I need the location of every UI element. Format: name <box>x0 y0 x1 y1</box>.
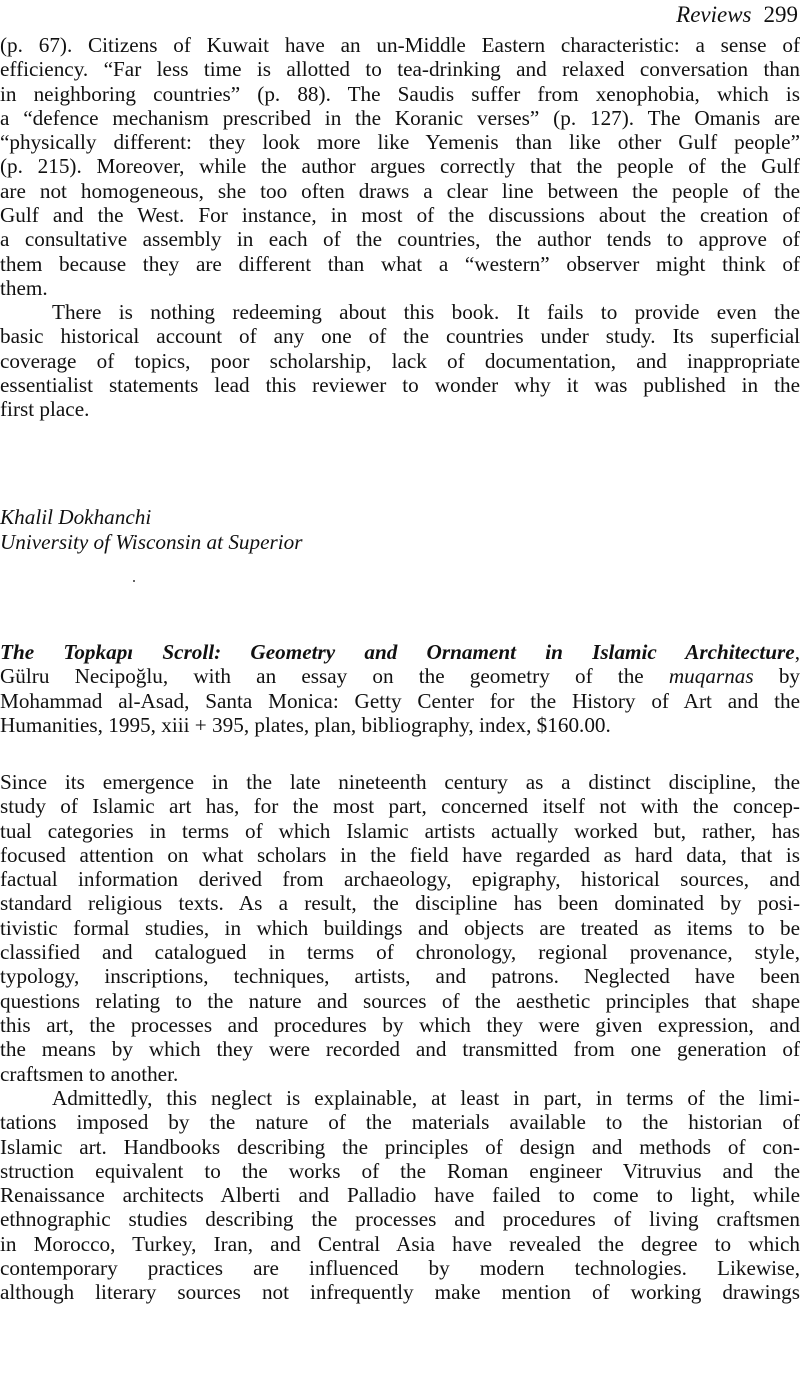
text-line: Since its emergence in the late nineteenth century as a distinct discipline, the <box>0 770 800 794</box>
text-line: typology, inscriptions, techniques, artists, and patrons. Neglected have been <box>0 964 800 989</box>
book-title-line: The Topkapı Scroll: Geometry and Ornament in Islamic Architecture, <box>0 640 800 664</box>
text-line: (p. 215). Moreover, while the author argues correctly that the people of the Gulf <box>0 154 800 179</box>
text-line: struction equivalent to the works of the Roman engineer Vitruvius and the <box>0 1158 800 1183</box>
review2-paragraph-1 <box>0 770 800 1086</box>
text-line: classified and catalogued in terms of chronology, regional provenance, style, <box>0 940 800 965</box>
text-line: are not homogeneous, she too often draws a clear line between the people of the <box>0 178 800 203</box>
text-line: a “defence mechanism prescribed in the Koranic verses” (p. 127). The Omanis are <box>0 105 800 130</box>
text-line: them. <box>0 275 48 300</box>
page-number: 299 <box>763 2 798 27</box>
review1-paragraph-2 <box>0 300 800 421</box>
text-line: efficiency. “Far less time is allotted to tea-drinking and relaxed conversation than <box>0 57 800 82</box>
running-head-title: Reviews <box>676 2 752 27</box>
text-line: a consultative assembly in each of the countries, the author tends to approve of <box>0 227 800 252</box>
text-line: Admittedly, this neglect is explainable, at least in part, in terms of the limi- <box>52 1086 800 1110</box>
reviewer-affiliation: University of Wisconsin at Superior <box>0 530 303 554</box>
text-line: tations imposed by the nature of the materials available to the historian of <box>0 1110 800 1135</box>
scan-speck <box>133 580 135 582</box>
text-line: the means by which they were recorded and transmitted from one generation of <box>0 1037 800 1062</box>
text-line: contemporary practices are influenced by modern technologies. Likewise, <box>0 1256 800 1281</box>
citation-by: by <box>778 664 800 689</box>
citation-line: Mohammad al-Asad, Santa Monica: Getty Center for the History of Art and the <box>0 688 800 713</box>
text-line: Gulf and the West. For instance, in most of the discussions about the creation of <box>0 203 800 228</box>
book-title: The Topkapı Scroll: Geometry and Ornament in Islamic Architecture <box>0 640 795 664</box>
text-line: tual categories in terms of which Islamic artists actually worked but, rather, has <box>0 818 800 843</box>
book-citation <box>0 640 800 737</box>
text-line: questions relating to the nature and sources of the aesthetic principles that shape <box>0 988 800 1013</box>
text-line: standard religious texts. As a result, the discipline has been dominated by posi- <box>0 891 800 916</box>
text-line: (p. 67). Citizens of Kuwait have an un-Middle Eastern characteristic: a sense of <box>0 33 800 57</box>
reviewer-name: Khalil Dokhanchi <box>0 505 152 529</box>
citation-line <box>0 664 800 688</box>
text-line: ethnographic studies describing the processes and procedures of living craftsmen <box>0 1207 800 1232</box>
text-line: first place. <box>0 397 90 422</box>
text-line: factual information derived from archaeology, epigraphy, historical sources, and <box>0 867 800 892</box>
review1-paragraph-1 <box>0 33 800 300</box>
text-line: There is nothing redeeming about this book. It fails to provide even the <box>52 300 800 324</box>
text-line: Renaissance architects Alberti and Palladio have failed to come to light, while <box>0 1183 800 1208</box>
text-line: them because they are different than what a “western” observer might think of <box>0 251 800 276</box>
text-line: in neighboring countries” (p. 88). The Saudis suffer from xenophobia, which is <box>0 81 800 106</box>
text-line: this art, the processes and procedures by which they were given expression, and <box>0 1012 800 1037</box>
muqarnas-term: muqarnas <box>668 664 754 689</box>
text-line: “physically different: they look more like Yemenis than like other Gulf people” <box>0 130 800 155</box>
text-line: although literary sources not infrequently make mention of working drawings <box>0 1280 800 1305</box>
text-line: study of Islamic art has, for the most part, concerned itself not with the concep- <box>0 794 800 819</box>
author-editor: Gülru Necipoğlu, with an essay on the geometry of the <box>0 664 644 689</box>
text-line: focused attention on what scholars in the field have regarded as hard data, that is <box>0 842 800 867</box>
text-line: Islamic art. Handbooks describing the principles of design and methods of con- <box>0 1134 800 1159</box>
text-line: coverage of topics, poor scholarship, lack of documentation, and inappropriate <box>0 348 800 373</box>
review2-paragraph-2 <box>0 1086 800 1305</box>
running-header <box>676 0 798 30</box>
text-line: in Morocco, Turkey, Iran, and Central Asia have revealed the degree to which <box>0 1231 800 1256</box>
text-line: tivistic formal studies, in which buildings and objects are treated as items to be <box>0 915 800 940</box>
text-line: basic historical account of any one of the countries under study. Its superficial <box>0 324 800 349</box>
text-line: essentialist statements lead this reviewer to wonder why it was published in the <box>0 372 800 397</box>
citation-publication-details: Humanities, 1995, xiii + 395, plates, plan, bibliography, index, $160.00. <box>0 712 611 737</box>
text-line: craftsmen to another. <box>0 1061 179 1086</box>
